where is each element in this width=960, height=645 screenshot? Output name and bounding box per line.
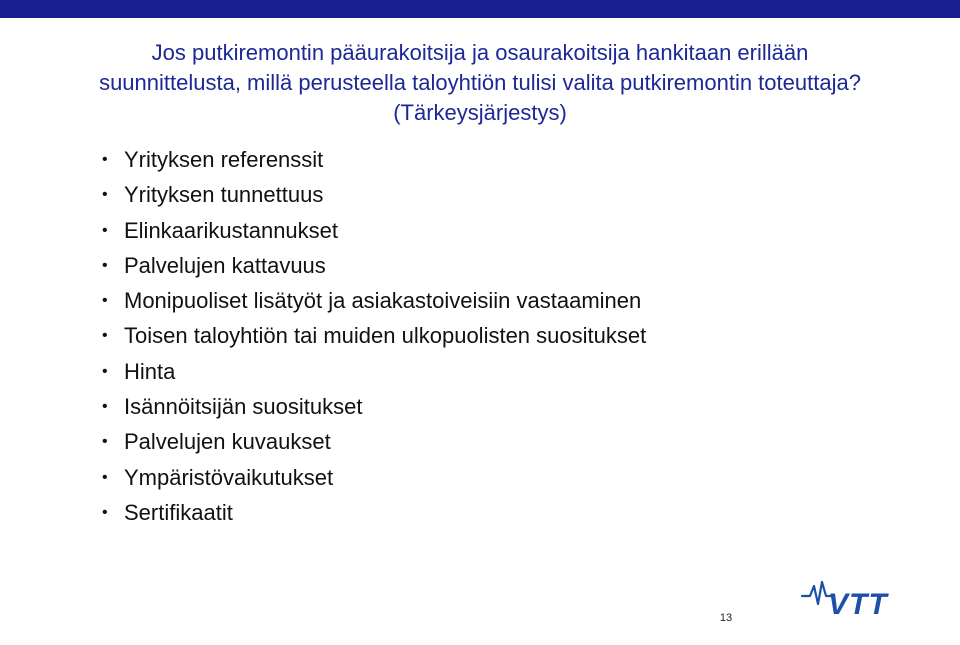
bullet-icon: • [102, 186, 108, 204]
slide-title [90, 38, 870, 128]
list-item-text: Ympäristövaikutukset [124, 464, 334, 490]
bullet-icon: • [102, 362, 108, 380]
list-item-text: Palvelujen kattavuus [124, 252, 326, 278]
list-item [100, 180, 646, 215]
list-item-text: Hinta [124, 358, 176, 384]
page-number: 13 [719, 612, 733, 624]
list-item [100, 463, 646, 498]
list-item [100, 357, 646, 392]
bullet-icon: • [102, 398, 108, 416]
slide-title-sub: (Tärkeysjärjestys) [393, 100, 567, 125]
list-item [100, 145, 646, 180]
list-item-text: Yrityksen referenssit [124, 147, 324, 172]
bullet-icon: • [102, 292, 108, 310]
list-item [100, 216, 646, 251]
list-item-text: Isännöitsijän suositukset [124, 394, 363, 420]
header-bar [0, 0, 960, 18]
list-item [100, 321, 646, 356]
list-item-text: Sertifikaatit [124, 499, 233, 525]
bullet-icon: • [102, 327, 108, 345]
list-item [100, 286, 646, 321]
bullet-list [100, 145, 646, 533]
list-item-text: Toisen taloyhtiön tai muiden ulkopuolisten suositukset [124, 323, 647, 349]
list-item-text: Yrityksen tunnettuus [124, 182, 324, 208]
vtt-logo-icon [800, 574, 915, 620]
bullet-icon: • [102, 433, 108, 451]
bullet-icon: • [102, 468, 108, 486]
list-item [100, 427, 646, 462]
list-item [100, 498, 646, 533]
list-item [100, 251, 646, 286]
bullet-icon: • [102, 256, 108, 274]
list-item-text: Elinkaarikustannukset [124, 217, 339, 243]
list-item-text: Monipuoliset lisätyöt ja asiakastoiveisiin vastaaminen [124, 288, 642, 314]
bullet-icon: • [102, 221, 108, 239]
slide-title-main: Jos putkiremontin pääurakoitsija ja osaurakoitsija hankitaan erillään suunnittelusta, millä perusteella taloyhtiön tulisi valita putkiremontin toteuttaja? [99, 40, 861, 95]
logo-wordmark: VTT [828, 588, 888, 620]
bullet-icon: • [102, 151, 108, 168]
list-item [100, 392, 646, 427]
bullet-icon: • [102, 503, 108, 521]
list-item-text: Palvelujen kuvaukset [124, 429, 331, 455]
